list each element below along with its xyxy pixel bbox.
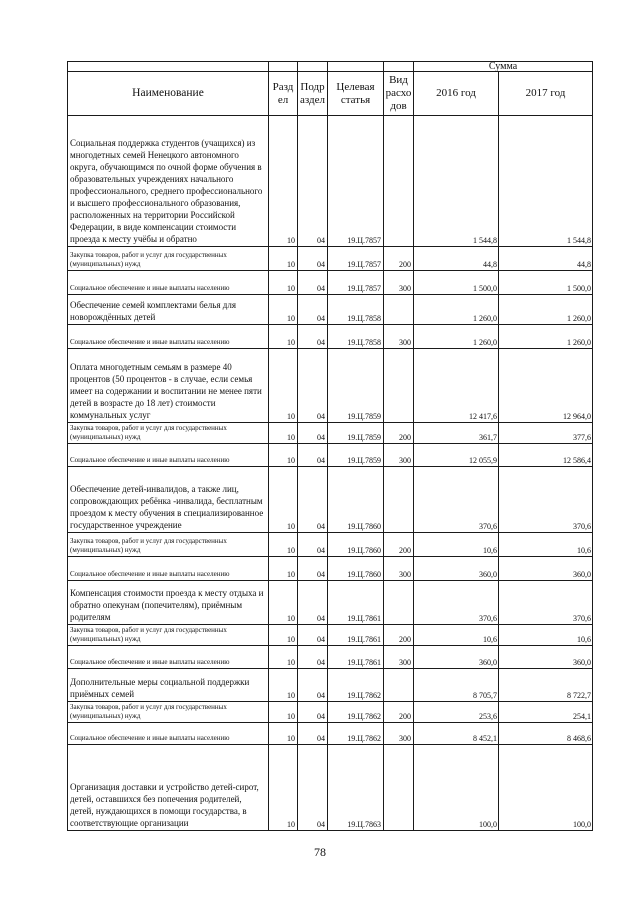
table-row [68,325,593,349]
row-sum-2016: 12 417,6 [414,349,499,423]
row-target: 19.Ц.7861 [328,625,384,646]
row-expense-type: 200 [384,423,414,444]
row-sum-2016: 370,6 [414,467,499,533]
row-subsection: 04 [298,467,328,533]
row-sum-2017: 360,0 [499,557,593,581]
row-name: Организация доставки и устройство детей-сирот, детей, оставшихся без попечения родителей, детей, нуждающихся в помощи государства, в соответствующие организации [68,745,269,831]
row-subsection: 04 [298,271,328,295]
row-sum-2017: 254,1 [499,702,593,723]
table-row [68,723,593,745]
row-subsection: 04 [298,581,328,625]
row-sum-2017: 370,6 [499,467,593,533]
row-sum-2017: 12 586,4 [499,444,593,467]
row-name: Социальное обеспечение и иные выплаты населению [68,325,269,349]
row-target: 19.Ц.7863 [328,745,384,831]
row-expense-type [384,349,414,423]
header-row-top [68,62,593,72]
table-row [68,533,593,557]
table-row [68,581,593,625]
row-sum-2017: 1 260,0 [499,325,593,349]
row-sum-2016: 10,6 [414,625,499,646]
row-sum-2016: 8 705,7 [414,669,499,702]
row-section: 10 [269,116,298,247]
row-expense-type [384,669,414,702]
row-name: Закупка товаров, работ и услуг для государственных (муниципальных) нужд [68,702,269,723]
table-body [68,116,593,831]
row-target: 19.Ц.7858 [328,325,384,349]
row-sum-2017: 370,6 [499,581,593,625]
row-sum-2017: 360,0 [499,646,593,669]
table-row [68,745,593,831]
row-target: 19.Ц.7859 [328,423,384,444]
header-row [68,72,593,116]
row-section: 10 [269,581,298,625]
budget-table [67,61,593,831]
row-sum-2017: 8 468,6 [499,723,593,745]
header-empty-section [269,62,298,72]
row-expense-type [384,745,414,831]
row-target: 19.Ц.7862 [328,702,384,723]
row-target: 19.Ц.7860 [328,533,384,557]
row-section: 10 [269,349,298,423]
table-row [68,669,593,702]
header-section: Разд ел [269,72,298,116]
row-target: 19.Ц.7860 [328,557,384,581]
table-row [68,557,593,581]
row-subsection: 04 [298,669,328,702]
row-sum-2016: 12 055,9 [414,444,499,467]
table-row [68,702,593,723]
row-name: Закупка товаров, работ и услуг для государственных (муниципальных) нужд [68,423,269,444]
row-section: 10 [269,646,298,669]
row-sum-2016: 360,0 [414,646,499,669]
header-name: Наименование [68,72,269,116]
row-name: Оплата многодетным семьям в размере 40 процентов (50 процентов - в случае, если семья имеет на содержании и воспитании не менее пяти детей в возрасте до 18 лет) стоимости коммунальных услуг [68,349,269,423]
row-sum-2017: 100,0 [499,745,593,831]
row-sum-2017: 1 500,0 [499,271,593,295]
row-sum-2017: 10,6 [499,533,593,557]
row-expense-type: 200 [384,702,414,723]
header-empty-target [328,62,384,72]
header-expense-type: Вид расхо дов [384,72,414,116]
row-section: 10 [269,444,298,467]
row-section: 10 [269,271,298,295]
row-name: Закупка товаров, работ и услуг для государственных (муниципальных) нужд [68,533,269,557]
row-section: 10 [269,745,298,831]
page-number: 78 [314,845,326,859]
row-section: 10 [269,325,298,349]
row-name: Социальное обеспечение и иные выплаты населению [68,646,269,669]
row-section: 10 [269,723,298,745]
row-sum-2017: 10,6 [499,625,593,646]
table-row [68,271,593,295]
row-target: 19.Ц.7860 [328,467,384,533]
row-target: 19.Ц.7862 [328,723,384,745]
header-year-2017: 2017 год [499,72,593,116]
row-sum-2016: 1 544,8 [414,116,499,247]
table-row [68,625,593,646]
header-subsection: Подр аздел [298,72,328,116]
table-row [68,247,593,271]
row-sum-2016: 361,7 [414,423,499,444]
row-sum-2016: 100,0 [414,745,499,831]
row-subsection: 04 [298,557,328,581]
row-sum-2016: 253,6 [414,702,499,723]
row-expense-type: 200 [384,247,414,271]
row-name: Социальное обеспечение и иные выплаты населению [68,557,269,581]
row-name: Социальное обеспечение и иные выплаты населению [68,723,269,745]
row-name: Обеспечение семей комплектами белья для новорождённых детей [68,295,269,325]
table-row [68,349,593,423]
row-expense-type [384,581,414,625]
row-subsection: 04 [298,533,328,557]
header-target: Целевая статья [328,72,384,116]
row-expense-type [384,116,414,247]
row-sum-2016: 370,6 [414,581,499,625]
row-section: 10 [269,557,298,581]
row-section: 10 [269,467,298,533]
header-empty-subsection [298,62,328,72]
row-subsection: 04 [298,646,328,669]
row-target: 19.Ц.7859 [328,444,384,467]
row-section: 10 [269,625,298,646]
row-section: 10 [269,295,298,325]
row-section: 10 [269,669,298,702]
row-name: Социальное обеспечение и иные выплаты населению [68,444,269,467]
row-name: Компенсация стоимости проезда к месту отдыха и обратно опекунам (попечителям), приёмным родителям [68,581,269,625]
row-name: Закупка товаров, работ и услуг для государственных (муниципальных) нужд [68,625,269,646]
row-name: Социальная поддержка студентов (учащихся) из многодетных семей Ненецкого автономного округа, обучающимся по очной форме обучения в образовательных учреждениях начального профессионального, среднего профессионального и высшего профессионального образования, расположенных на территории Российской Федерации, в виде компенсации стоимости проезда к месту учёбы и обратно [68,116,269,247]
row-section: 10 [269,247,298,271]
row-sum-2017: 12 964,0 [499,349,593,423]
header-empty-type [384,62,414,72]
row-target: 19.Ц.7861 [328,581,384,625]
row-target: 19.Ц.7859 [328,349,384,423]
row-expense-type: 300 [384,646,414,669]
row-sum-2017: 1 544,8 [499,116,593,247]
row-expense-type: 300 [384,271,414,295]
header-empty-name [68,62,269,72]
row-sum-2016: 10,6 [414,533,499,557]
table-row [68,467,593,533]
row-sum-2017: 44,8 [499,247,593,271]
row-expense-type: 300 [384,723,414,745]
header-sum: Сумма [414,62,593,72]
row-section: 10 [269,423,298,444]
row-section: 10 [269,702,298,723]
table-row [68,295,593,325]
row-sum-2017: 8 722,7 [499,669,593,702]
row-sum-2017: 377,6 [499,423,593,444]
row-name: Социальное обеспечение и иные выплаты населению [68,271,269,295]
table-row [68,116,593,247]
row-target: 19.Ц.7857 [328,247,384,271]
row-sum-2016: 360,0 [414,557,499,581]
row-sum-2017: 1 260,0 [499,295,593,325]
row-subsection: 04 [298,349,328,423]
table-row [68,646,593,669]
row-name: Дополнительные меры социальной поддержки приёмных семей [68,669,269,702]
row-subsection: 04 [298,423,328,444]
row-expense-type: 200 [384,533,414,557]
row-target: 19.Ц.7862 [328,669,384,702]
row-subsection: 04 [298,702,328,723]
row-name: Закупка товаров, работ и услуг для государственных (муниципальных) нужд [68,247,269,271]
table-row [68,423,593,444]
header-year-2016: 2016 год [414,72,499,116]
row-name: Обеспечение детей-инвалидов, а также лиц, сопровождающих ребёнка -инвалида, бесплатным проездом к месту обучения в специализированное государственное учреждение [68,467,269,533]
row-expense-type: 300 [384,444,414,467]
row-expense-type: 200 [384,625,414,646]
row-expense-type: 300 [384,557,414,581]
row-subsection: 04 [298,444,328,467]
row-sum-2016: 1 500,0 [414,271,499,295]
row-subsection: 04 [298,325,328,349]
row-expense-type [384,467,414,533]
row-subsection: 04 [298,295,328,325]
row-target: 19.Ц.7857 [328,271,384,295]
row-subsection: 04 [298,116,328,247]
row-subsection: 04 [298,247,328,271]
row-section: 10 [269,533,298,557]
table-row [68,444,593,467]
row-target: 19.Ц.7861 [328,646,384,669]
row-subsection: 04 [298,745,328,831]
row-sum-2016: 1 260,0 [414,295,499,325]
row-expense-type [384,295,414,325]
row-sum-2016: 44,8 [414,247,499,271]
row-target: 19.Ц.7857 [328,116,384,247]
row-sum-2016: 8 452,1 [414,723,499,745]
row-sum-2016: 1 260,0 [414,325,499,349]
row-subsection: 04 [298,625,328,646]
row-expense-type: 300 [384,325,414,349]
row-subsection: 04 [298,723,328,745]
row-target: 19.Ц.7858 [328,295,384,325]
